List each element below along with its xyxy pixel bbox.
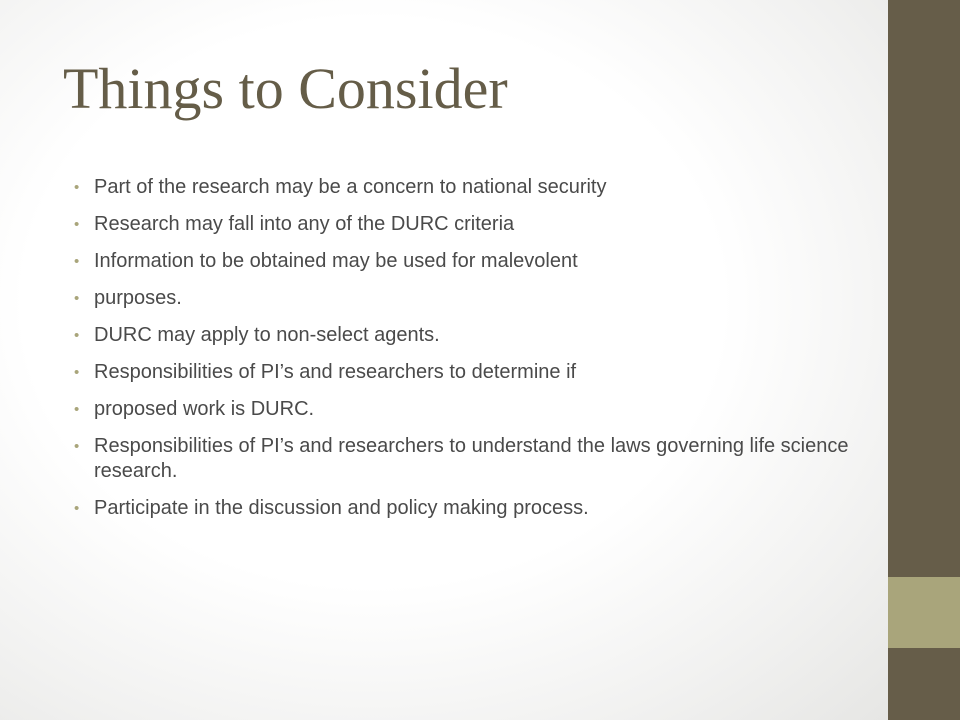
bullet-item xyxy=(72,175,872,200)
bullet-marker-icon: • xyxy=(74,401,80,418)
bullet-marker-icon: • xyxy=(74,290,80,307)
bullet-item xyxy=(72,249,872,274)
bullet-item xyxy=(72,496,872,521)
bullet-item xyxy=(72,360,872,385)
bullet-item xyxy=(72,212,872,237)
bullet-marker-icon: • xyxy=(74,500,80,517)
bullet-marker-icon: • xyxy=(74,216,80,233)
bullet-marker-icon: • xyxy=(74,364,80,381)
bullet-text: Participate in the discussion and policy making process. xyxy=(94,497,589,519)
bullet-text: Responsibilities of PI’s and researchers to determine if xyxy=(94,361,577,383)
bullet-text: DURC may apply to non-select agents. xyxy=(94,324,440,346)
bullet-text: purposes. xyxy=(94,287,182,309)
bullet-marker-icon: • xyxy=(74,253,80,270)
bullet-item xyxy=(72,397,872,422)
bullet-text: proposed work is DURC. xyxy=(94,398,315,420)
slide-title: Things to Consider xyxy=(63,56,508,121)
bullet-item xyxy=(72,434,872,484)
bullet-item xyxy=(72,323,872,348)
bullet-text: Research may fall into any of the DURC criteria xyxy=(94,213,515,235)
bullet-marker-icon: • xyxy=(74,179,80,196)
bullet-marker-icon: • xyxy=(74,327,80,344)
bullet-text: Part of the research may be a concern to national security xyxy=(94,176,607,198)
bullet-text: Information to be obtained may be used for malevolent xyxy=(94,250,578,272)
bullet-marker-icon: • xyxy=(74,438,80,455)
bullet-list xyxy=(72,175,872,533)
bullet-text: Responsibilities of PI’s and researchers to understand the laws governing life science research. xyxy=(94,435,849,482)
bullet-item xyxy=(72,286,872,311)
side-accent-block xyxy=(888,577,960,648)
